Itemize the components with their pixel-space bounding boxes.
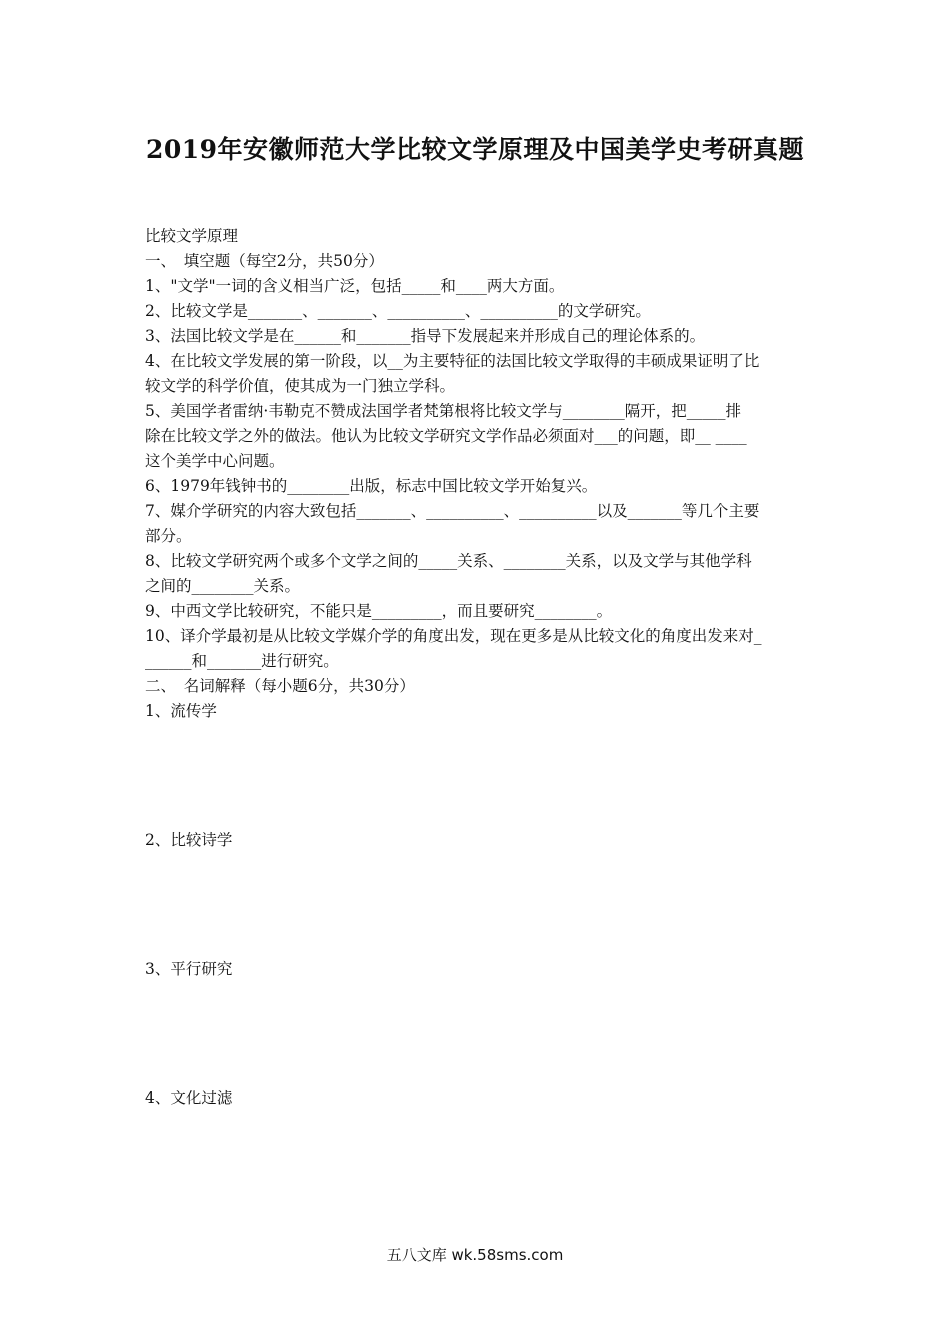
- question-line: 之间的________关系。: [145, 577, 301, 595]
- question-line: 部分。: [145, 527, 192, 545]
- term-item: 3、平行研究: [145, 960, 233, 978]
- section1-heading: 一、 填空题（每空2分，共50分）: [145, 252, 384, 270]
- question-line: 除在比较文学之外的做法。他认为比较文学研究文学作品必须面对___的问题，即__ ____: [145, 427, 747, 445]
- document-title: 2019年安徽师范大学比较文学原理及中国美学史考研真题: [145, 135, 805, 164]
- document-body: [145, 224, 810, 1111]
- footer-watermark: 五八文库 wk.58sms.com: [386, 1246, 564, 1264]
- term-item: 2、比较诗学: [145, 831, 233, 849]
- question-line: ______和_______进行研究。: [145, 652, 339, 670]
- subject-heading: 比较文学原理: [145, 227, 239, 245]
- section2-heading: 二、 名词解释（每小题6分，共30分）: [145, 677, 415, 695]
- answer-space: [145, 853, 810, 957]
- question-line: 7、媒介学研究的内容大致包括_______、__________、__________以及_______等几个主要: [145, 502, 760, 520]
- question-line: 5、美国学者雷纳·韦勒克不赞成法国学者梵第根将比较文学与________隔开，把_____排: [145, 402, 742, 420]
- question-line: 3、法国比较文学是在______和_______指导下发展起来并形成自己的理论体系的。: [145, 327, 706, 345]
- question-line: 10、译介学最初是从比较文学媒介学的角度出发，现在更多是从比较文化的角度出发来对_: [145, 627, 762, 645]
- question-line: 4、在比较文学发展的第一阶段，以__为主要特征的法国比较文学取得的丰硕成果证明了比: [145, 352, 760, 370]
- question-line: 9、中西文学比较研究，不能只是_________，而且要研究________。: [145, 602, 613, 620]
- term-item: 4、文化过滤: [145, 1089, 233, 1107]
- question-line: 8、比较文学研究两个或多个文学之间的_____关系、________关系，以及文学与其他学科: [145, 552, 752, 570]
- answer-space: [145, 982, 810, 1086]
- question-line: 6、1979年钱钟书的________出版，标志中国比较文学开始复兴。: [145, 477, 598, 495]
- question-line: 这个美学中心问题。: [145, 452, 285, 470]
- question-line: 1、"文学"一词的含义相当广泛，包括_____和____两大方面。: [145, 277, 565, 295]
- question-line: 较文学的科学价值，使其成为一门独立学科。: [145, 377, 456, 395]
- question-line: 2、比较文学是_______、_______、__________、__________的文学研究。: [145, 302, 651, 320]
- answer-space: [145, 724, 810, 828]
- term-item: 1、流传学: [145, 702, 217, 720]
